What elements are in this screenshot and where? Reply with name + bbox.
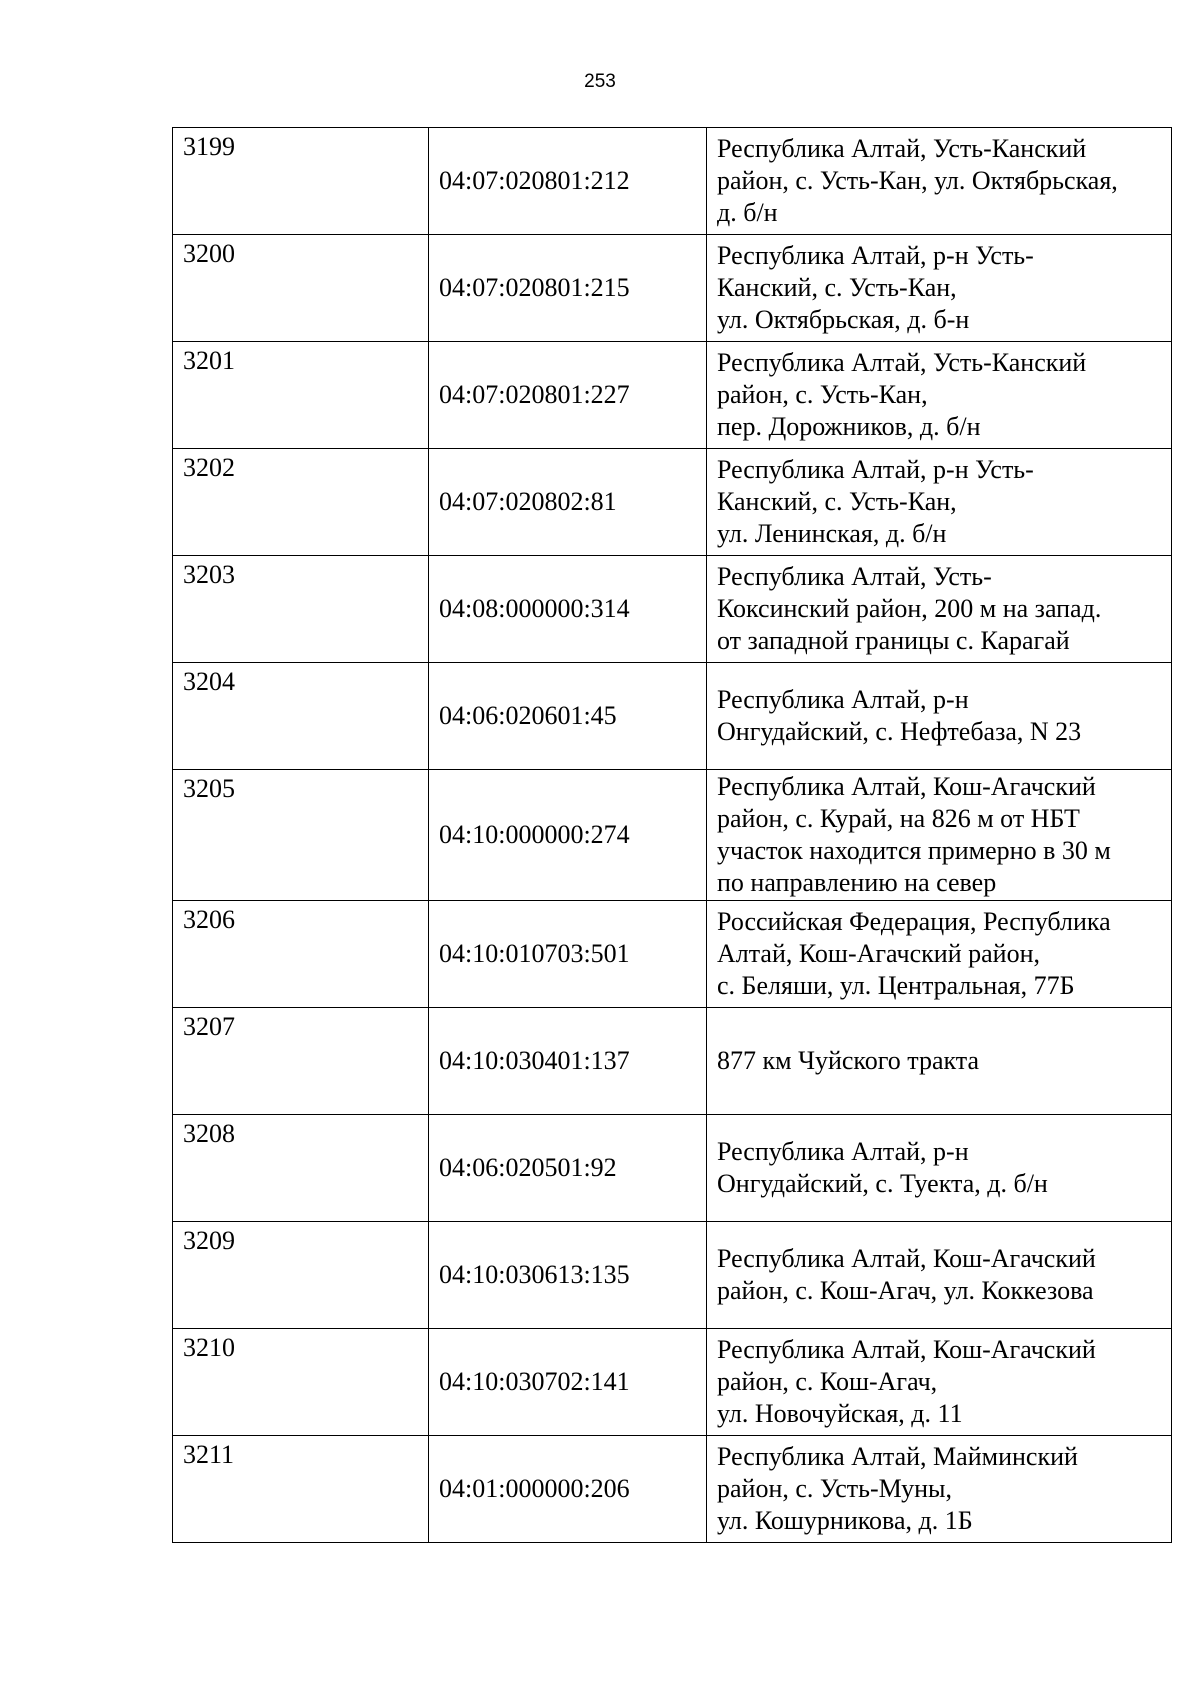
table-row [173, 449, 1172, 556]
address-line: Республика Алтай, Усть-Канский [717, 348, 1087, 377]
row-number-cell: 3201 [173, 342, 429, 449]
address-line: с. Беляши, ул. Центральная, 77Б [717, 971, 1075, 1000]
address-line: район, с. Усть-Кан, ул. Октябрьская, [717, 166, 1118, 195]
row-number-cell: 3207 [173, 1008, 429, 1115]
table-row [173, 1436, 1172, 1543]
address-cell [707, 128, 1172, 235]
address-cell [707, 1329, 1172, 1436]
address-line: район, с. Усть-Муны, [717, 1474, 952, 1503]
address-line: Республика Алтай, Усть-Канский [717, 134, 1087, 163]
address-cell [707, 235, 1172, 342]
table-row [173, 901, 1172, 1008]
address-line: Алтай, Кош-Агачский район, [717, 939, 1040, 968]
address-line: район, с. Усть-Кан, [717, 380, 928, 409]
address-line: Республика Алтай, р-н [717, 1137, 969, 1166]
address-line: ул. Ленинская, д. б/н [717, 519, 947, 548]
row-number-cell: 3208 [173, 1115, 429, 1222]
address-line: Республика Алтай, Кош-Агачский [717, 1335, 1096, 1364]
address-cell [707, 556, 1172, 663]
cadastral-number-cell: 04:07:020801:227 [429, 342, 707, 449]
cadastral-number-cell: 04:10:030702:141 [429, 1329, 707, 1436]
address-line: Республика Алтай, р-н Усть- [717, 241, 1034, 270]
table-row [173, 770, 1172, 901]
address-line: Республика Алтай, Усть- [717, 562, 992, 591]
address-cell [707, 1222, 1172, 1329]
row-number-cell: 3211 [173, 1436, 429, 1543]
address-line: пер. Дорожников, д. б/н [717, 412, 981, 441]
address-line: район, с. Курай, на 826 м от НБТ [717, 804, 1080, 833]
address-line: Республика Алтай, Кош-Агачский [717, 772, 1096, 801]
address-line: Коксинский район, 200 м на запад. [717, 594, 1102, 623]
cadastral-number-cell: 04:10:030613:135 [429, 1222, 707, 1329]
address-line: 877 км Чуйского тракта [717, 1046, 979, 1075]
row-number-cell: 3205 [173, 770, 429, 901]
address-line: ул. Кошурникова, д. 1Б [717, 1506, 973, 1535]
row-number-cell: 3200 [173, 235, 429, 342]
table-row [173, 663, 1172, 770]
address-line: район, с. Кош-Агач, ул. Коккезова [717, 1276, 1094, 1305]
address-line: ул. Новочуйская, д. 11 [717, 1399, 963, 1428]
table-row [173, 1222, 1172, 1329]
cadastral-number-cell: 04:06:020601:45 [429, 663, 707, 770]
row-number-cell: 3210 [173, 1329, 429, 1436]
address-cell [707, 770, 1172, 901]
address-cell [707, 449, 1172, 556]
table-row [173, 556, 1172, 663]
address-line: Республика Алтай, Майминский [717, 1442, 1078, 1471]
row-number-cell: 3203 [173, 556, 429, 663]
table-row [173, 128, 1172, 235]
table-row [173, 1008, 1172, 1115]
table-row [173, 1329, 1172, 1436]
address-line: Российская Федерация, Республика [717, 907, 1111, 936]
cadastral-number-cell: 04:10:000000:274 [429, 770, 707, 901]
row-number-cell: 3199 [173, 128, 429, 235]
row-number-cell: 3209 [173, 1222, 429, 1329]
address-line: Республика Алтай, р-н Усть- [717, 455, 1034, 484]
address-cell [707, 1008, 1172, 1115]
row-number-cell: 3206 [173, 901, 429, 1008]
row-number-cell: 3202 [173, 449, 429, 556]
row-number-cell: 3204 [173, 663, 429, 770]
address-cell [707, 342, 1172, 449]
address-cell [707, 1436, 1172, 1543]
address-cell [707, 1115, 1172, 1222]
address-line: Республика Алтай, Кош-Агачский [717, 1244, 1096, 1273]
address-cell [707, 901, 1172, 1008]
cadastral-number-cell: 04:01:000000:206 [429, 1436, 707, 1543]
table-row [173, 342, 1172, 449]
table-row [173, 235, 1172, 342]
address-line: Онгудайский, с. Нефтебаза, N 23 [717, 717, 1082, 746]
cadastral-number-cell: 04:07:020802:81 [429, 449, 707, 556]
registry-table [172, 127, 1172, 1543]
address-line: Канский, с. Усть-Кан, [717, 487, 957, 516]
address-cell [707, 663, 1172, 770]
cadastral-number-cell: 04:10:010703:501 [429, 901, 707, 1008]
registry-table-body [173, 128, 1172, 1543]
address-line: от западной границы с. Карагай [717, 626, 1070, 655]
cadastral-number-cell: 04:08:000000:314 [429, 556, 707, 663]
cadastral-number-cell: 04:07:020801:215 [429, 235, 707, 342]
address-line: Республика Алтай, р-н [717, 685, 969, 714]
address-line: по направлению на север [717, 868, 997, 897]
table-row [173, 1115, 1172, 1222]
address-line: Онгудайский, с. Туекта, д. б/н [717, 1169, 1048, 1198]
address-line: участок находится примерно в 30 м [717, 836, 1111, 865]
address-line: район, с. Кош-Агач, [717, 1367, 938, 1396]
address-line: ул. Октябрьская, д. б-н [717, 305, 970, 334]
address-line: Канский, с. Усть-Кан, [717, 273, 957, 302]
page-number: 253 [584, 71, 616, 92]
cadastral-number-cell: 04:10:030401:137 [429, 1008, 707, 1115]
address-line: д. б/н [717, 198, 778, 227]
cadastral-number-cell: 04:06:020501:92 [429, 1115, 707, 1222]
cadastral-number-cell: 04:07:020801:212 [429, 128, 707, 235]
